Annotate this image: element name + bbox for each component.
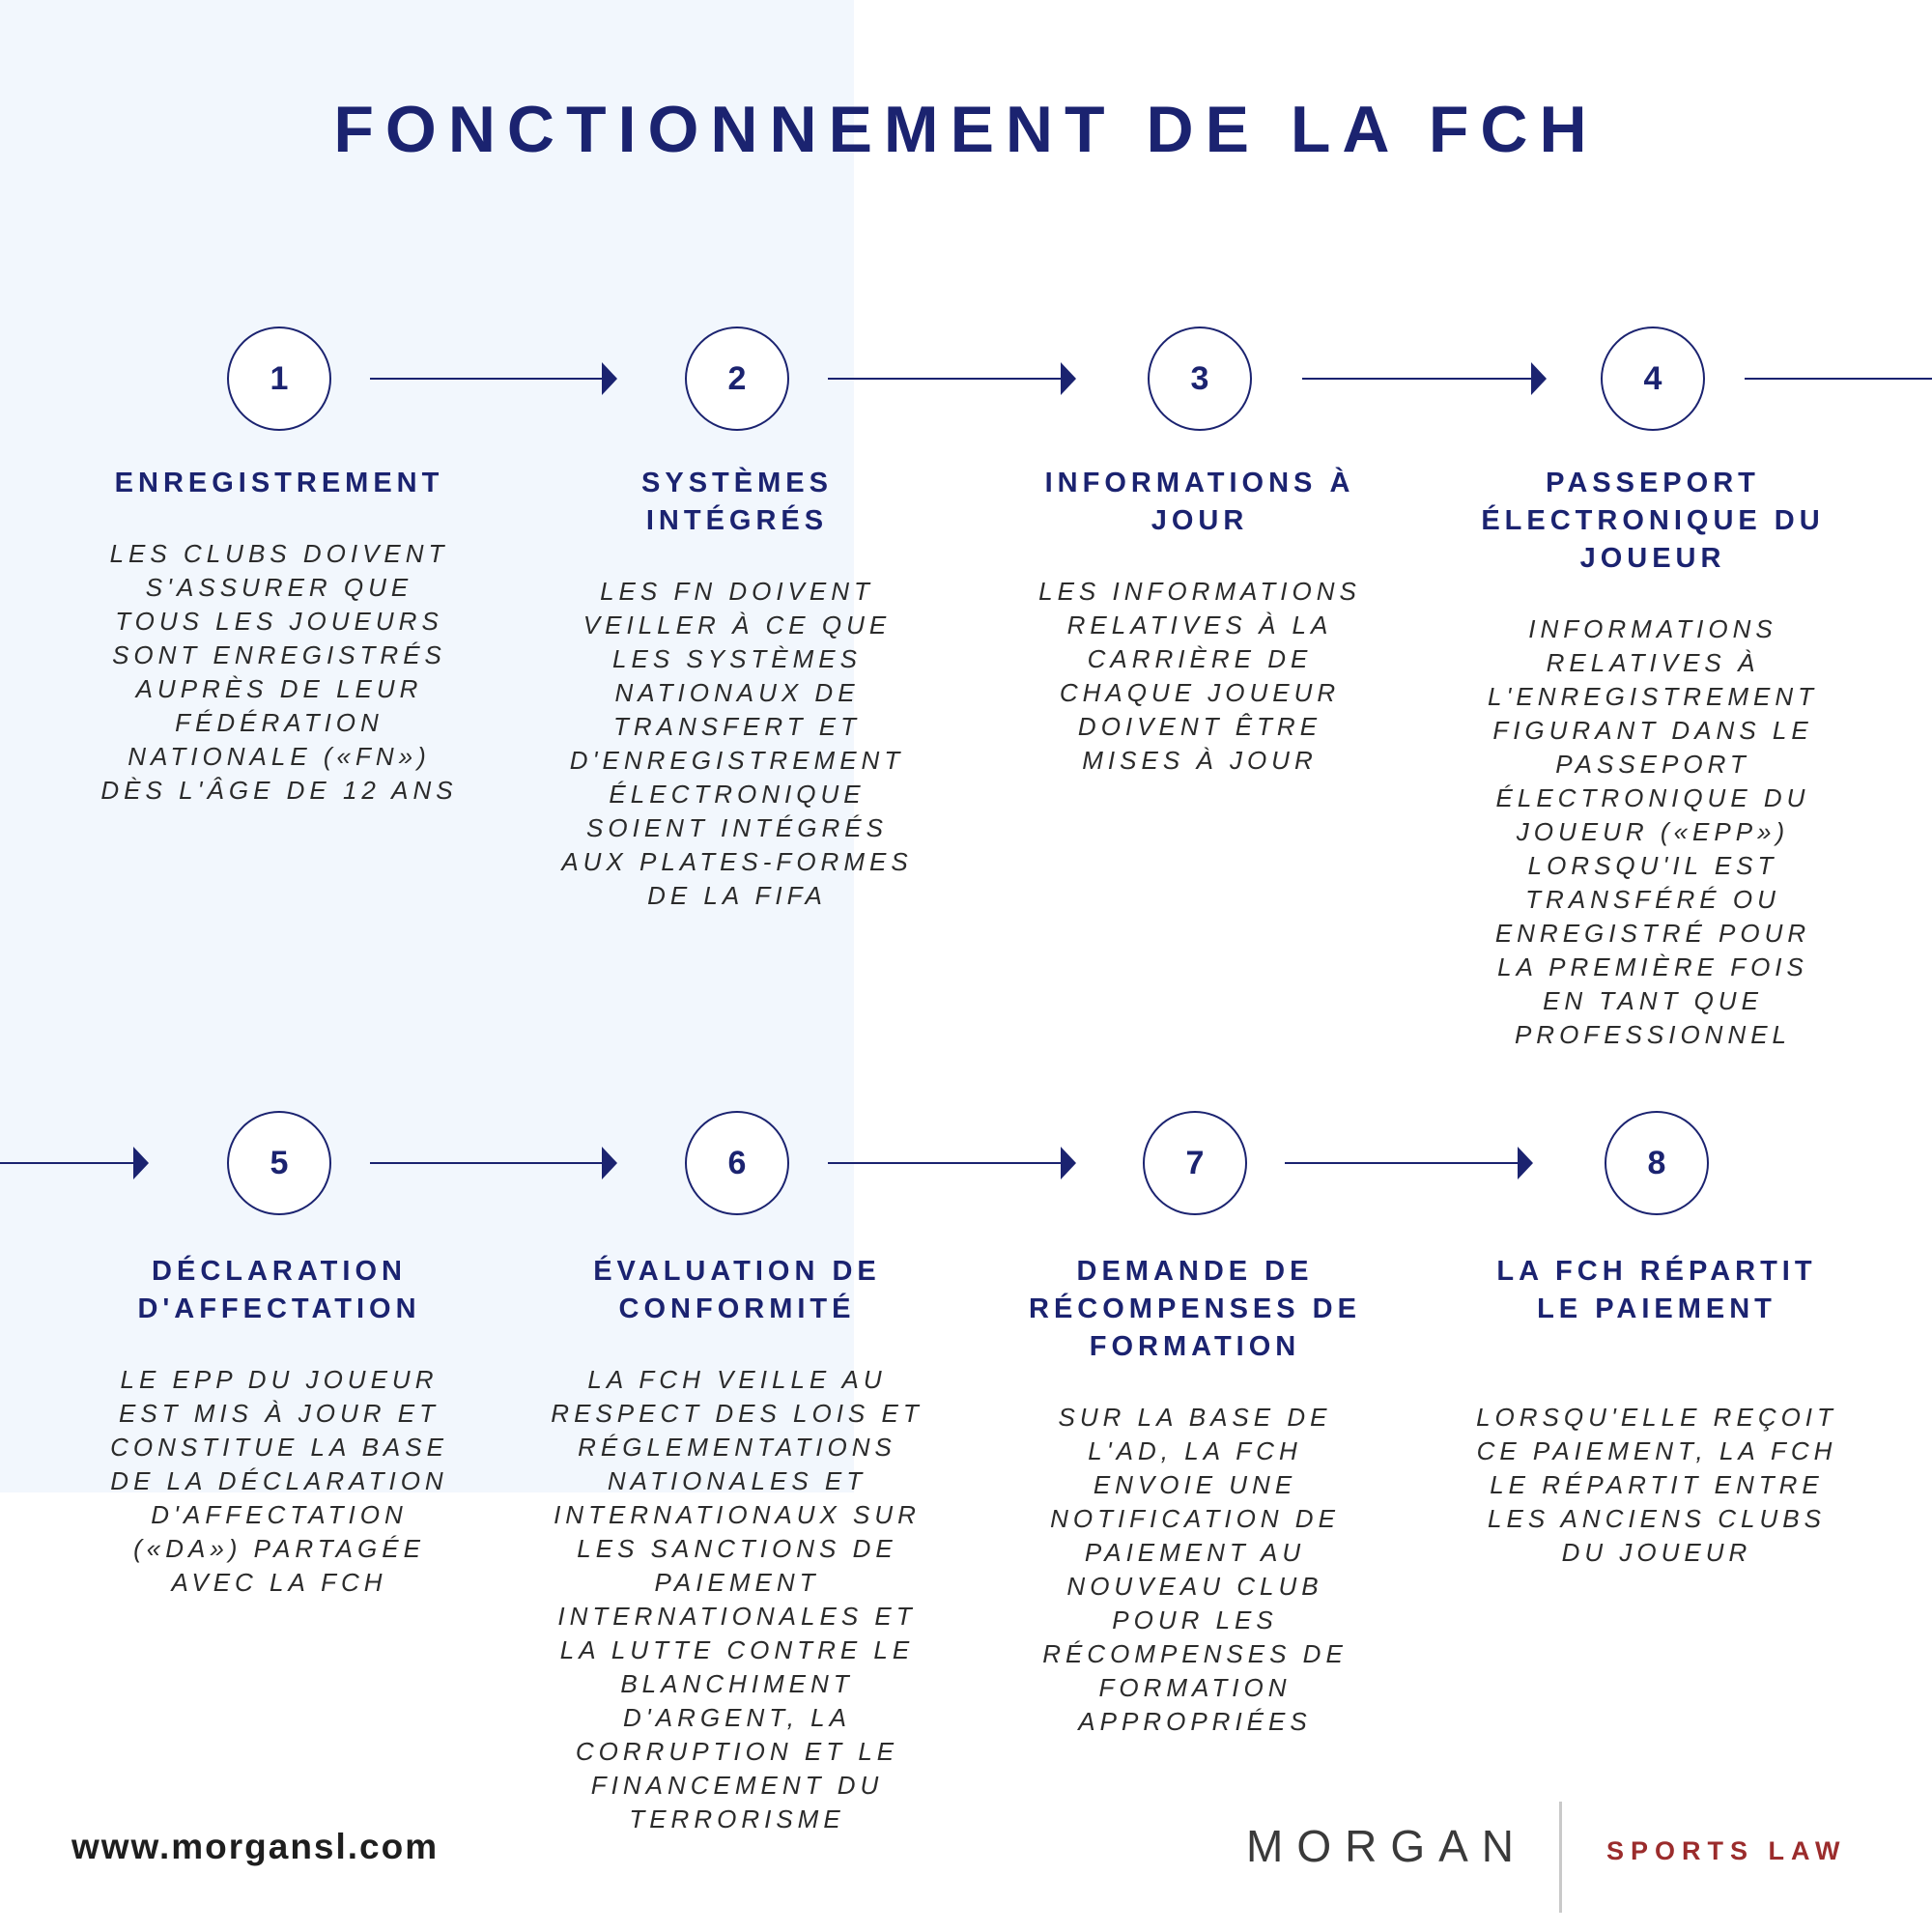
connector-arrow-2-3 — [828, 378, 1072, 380]
step-3-description: LES INFORMATIONS RELATIVES À LA CARRIÈRE DE CHAQUE JOUEUR DOIVENT ÊTRE MISES À JOUR — [1038, 577, 1361, 775]
connector-arrow-7-8 — [1285, 1162, 1529, 1164]
brand-logo-text: MORGAN — [1246, 1821, 1527, 1871]
step-7-description: SUR LA BASE DE L'AD, LA FCH ENVOIE UNE NOTIFICATION DE PAIEMENT AU NOUVEAU CLUB POUR LES RÉCOMPENSES DE FORMATION APPROPRIÉES — [1042, 1403, 1348, 1736]
step-6-description: LA FCH VEILLE AU RESPECT DES LOIS ET RÉGLEMENTATIONS NATIONALES ET INTERNATIONAUX SUR LES SANCTIONS DE PAIEMENT INTERNATIONALES ET LA LUTTE CONTRE LE BLANCHIMENT D'ARGENT, LA CORRUPTION ET LE FINANCEMENT DU TERRORISME — [551, 1365, 923, 1833]
step-2-description: LES FN DOIVENT VEILLER À CE QUE LES SYSTÈMES NATIONAUX DE TRANSFERT ET D'ENREGISTREMENT ÉLECTRONIQUE SOIENT INTÉGRÉS AUX PLATES-FORMES DE LA FIFA — [561, 577, 913, 910]
step-8-title: LA FCH RÉPARTIT LE PAIEMENT — [1496, 1256, 1817, 1324]
connector-arrow-in-5 — [0, 1162, 145, 1164]
step-8-description: LORSQU'ELLE REÇOIT CE PAIEMENT, LA FCH LE RÉPARTIT ENTRE LES ANCIENS CLUBS DU JOUEUR — [1476, 1403, 1837, 1567]
page-title: FONCTIONNEMENT DE LA FCH — [333, 93, 1599, 166]
step-7-number: 7 — [1143, 1111, 1247, 1215]
step-8-number: 8 — [1605, 1111, 1709, 1215]
step-2-title: SYSTÈMES INTÉGRÉS — [641, 468, 833, 536]
connector-arrow-5-6 — [370, 1162, 613, 1164]
step-6-number: 6 — [685, 1111, 789, 1215]
brand-subtitle: SPORTS LAW — [1606, 1836, 1847, 1865]
connector-arrow-6-7 — [828, 1162, 1072, 1164]
step-1-number: 1 — [227, 327, 331, 431]
connector-line-4-out — [1745, 378, 1932, 380]
connector-arrow-3-4 — [1302, 378, 1543, 380]
connector-arrow-1-2 — [370, 378, 613, 380]
step-5-description: LE EPP DU JOUEUR EST MIS À JOUR ET CONSTITUE LA BASE DE LA DÉCLARATION D'AFFECTATION («DA») PARTAGÉE AVEC LA FCH — [110, 1365, 448, 1597]
step-1-description: LES CLUBS DOIVENT S'ASSURER QUE TOUS LES JOUEURS SONT ENREGISTRÉS AUPRÈS DE LEUR FÉDÉRATION NATIONALE («FN») DÈS L'ÂGE DE 12 ANS — [100, 539, 458, 805]
step-5-title: DÉCLARATION D'AFFECTATION — [137, 1256, 421, 1324]
step-3-number: 3 — [1148, 327, 1252, 431]
step-6-title: ÉVALUATION DE CONFORMITÉ — [593, 1256, 881, 1324]
step-4-description: INFORMATIONS RELATIVES À L'ENREGISTREMENT FIGURANT DANS LE PASSEPORT ÉLECTRONIQUE DU JOUEUR («EPP») LORSQU'IL EST TRANSFÉRÉ OU ENREGISTRÉ POUR LA PREMIÈRE FOIS EN TANT QUE PROFESSIONNEL — [1487, 614, 1819, 1049]
step-2-number: 2 — [685, 327, 789, 431]
step-3-title: INFORMATIONS À JOUR — [1044, 468, 1355, 536]
step-1-title: ENREGISTREMENT — [114, 468, 444, 498]
step-5-number: 5 — [227, 1111, 331, 1215]
step-7-title: DEMANDE DE RÉCOMPENSES DE FORMATION — [1029, 1256, 1361, 1362]
brand-divider — [1559, 1802, 1562, 1913]
step-4-number: 4 — [1601, 327, 1705, 431]
step-4-title: PASSEPORT ÉLECTRONIQUE DU JOUEUR — [1481, 468, 1825, 574]
website-link[interactable]: www.morgansl.com — [71, 1827, 440, 1866]
